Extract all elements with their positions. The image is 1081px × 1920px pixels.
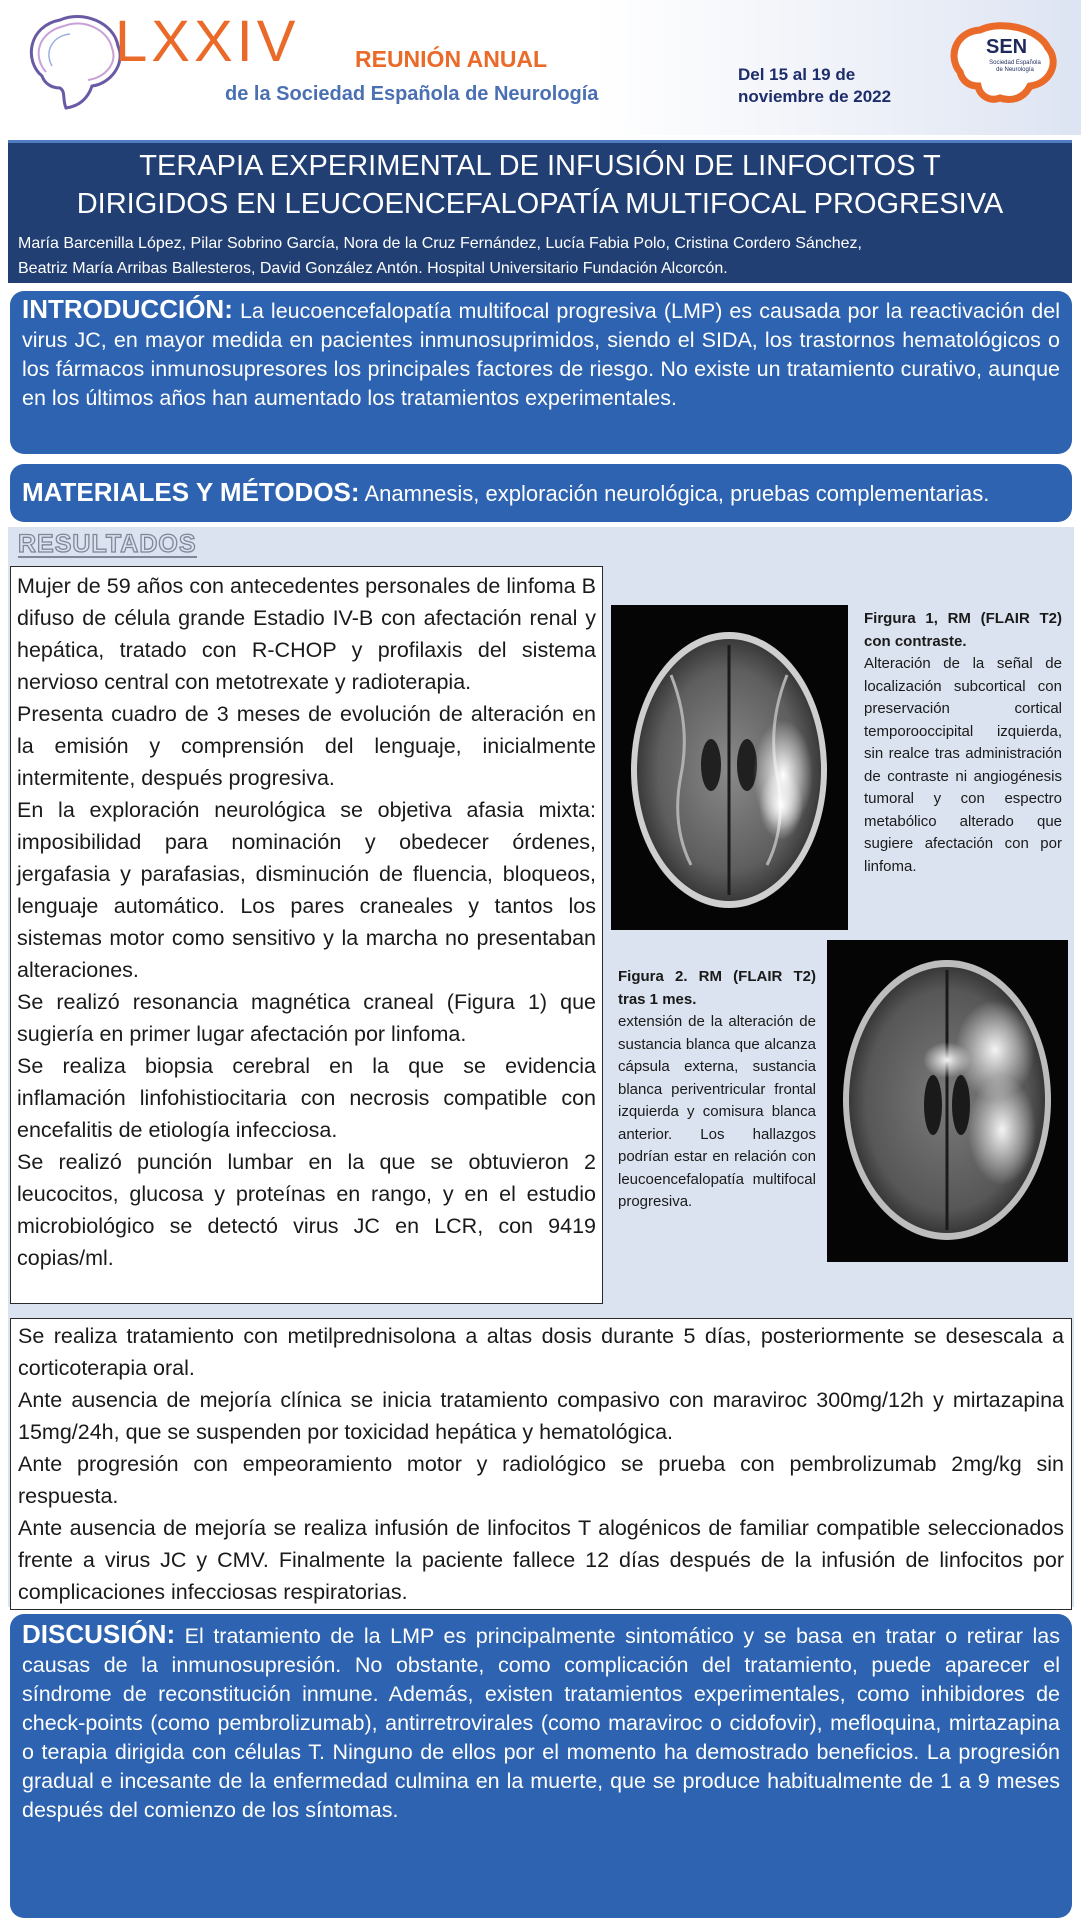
mri-figure-2 [827,940,1068,1262]
title-line-1: TERAPIA EXPERIMENTAL DE INFUSIÓN DE LINFOCITOS T [139,150,941,182]
case-description-box [10,566,603,1304]
treatment-paragraph: Ante ausencia de mejoría clínica se inicia tratamiento compasivo con maraviroc 300mg/12h y mirtazapina 15mg/24h, que se suspenden por toxicidad hepática y hematológica. [18,1388,1064,1444]
authors-line-2: Beatriz María Arribas Ballesteros, David González Antón. Hospital Universitario Fundación Alcorcón. [18,260,728,277]
introduction-paragraph [22,295,1060,413]
treatment-paragraph: Se realiza tratamiento con metilprednisolona a altas dosis durante 5 días, posteriormente se desescala a corticoterapia oral. [18,1324,1064,1380]
authors [18,231,1058,281]
discussion-text: El tratamiento de la LMP es principalmente sintomático y se basa en tratar o retirar las causas de la inmunosupresión. No obstante, como complicación del tratamiento, puede aparecer el síndrome de reconstitución inmune. Además, existen tratamientos experimentales, como inhibidores de check-points (como pembrolizumab), antirretrovirales (como maraviroc o cidofovir), mefloquina, mirtazapina o terapia dirigida con células T. Ninguno de ellos por el momento ha demostrado beneficios. La progresión gradual e incesante de la enfermedad culmina en la muerte, que se produce habitualmente de 1 a 9 meses después del comienzo de los síntomas. [22,1624,1060,1822]
sen-logo-subtitle: Sociedad Española de Neurología [989,60,1041,73]
figure-2-title: Figura 2. RM (FLAIR T2) tras 1 mes. [618,968,816,1008]
authors-line-1: María Barcenilla López, Pilar Sobrino García, Nora de la Cruz Fernández, Lucía Fabia Polo, Cristina Cordero Sánchez, [18,235,862,252]
dates-line-2: noviembre de 2022 [738,87,892,106]
mri-figure-1 [611,605,848,930]
treatment-paragraph: Ante ausencia de mejoría se realiza infusión de linfocitos T alogénicos de familiar compatible seleccionados frente a virus JC y CMV. Finalmente la paciente fallece 12 días después de la infusión de linfocitos por complicaciones infecciosas respiratorias. [18,1516,1064,1604]
methods-paragraph [22,473,1060,513]
congress-header [0,0,1081,135]
poster-title [8,147,1072,223]
congress-dates [738,64,891,108]
introduction-text: La leucoencefalopatía multifocal progresiva (LMP) es causada por la reactivación del virus JC, en mayor medida en pacientes inmunosuprimidos, siendo el SIDA, los trastornos hematológicos o los fármacos inmunosupresores los principales factores de riesgo. No existe un tratamiento curativo, aunque en los últimos años han aumentado los tratamientos experimentales. [22,299,1060,410]
figure-1-text: Alteración de la señal de localización subcortical con preservación cortical temporooccipital izquierda, sin realce tras administración de contraste ni angiogénesis tumoral y con espectro metabólico alterado que sugiere afectación con por linfoma. [864,655,1062,875]
methods-section [10,464,1072,522]
methods-text: Anamnesis, exploración neurológica, pruebas complementarias. [364,481,990,506]
discussion-heading: DISCUSIÓN: [22,1619,176,1649]
figure-2-text: extensión de la alteración de sustancia blanca que alcanza cápsula externa, sustancia blanca periventricular frontal izquierda y comisura blanca anterior. Los hallazgos podrían estar en relación con leucoencefalopatía multifocal progresiva. [618,1013,816,1210]
methods-heading: MATERIALES Y MÉTODOS: [22,477,360,507]
discussion-section [10,1614,1072,1918]
title-line-2: DIRIGIDOS EN LEUCOENCEFALOPATÍA MULTIFOCAL PROGRESIVA [76,188,1004,220]
case-paragraph: Se realiza biopsia cerebral en la que se evidencia inflamación linfohistiocitaria con necrosis compatible con encefalitis de etiología infecciosa. [17,1054,596,1142]
case-paragraph: En la exploración neurológica se objetiva afasia mixta: imposibilidad para nominación y obedecer órdenes, jergafasia y parafasias, disminución de fluencia, bloqueos, lenguaje automático. Los pares craneales y tantos los sistemas motor como sensitivo y la marcha no presentaban alteraciones. [17,798,596,982]
introduction-heading: INTRODUCCIÓN: [22,294,233,324]
case-paragraph: Presenta cuadro de 3 meses de evolución de alteración en la emisión y comprensión del lenguaje, inicialmente intermitente, después progresiva. [17,702,596,790]
treatment-box [10,1318,1072,1610]
introduction-section [10,291,1072,454]
figure-1-caption [864,608,1062,878]
case-paragraph: Se realizó resonancia magnética craneal (Figura 1) que sugiería en primer lugar afectación por linfoma. [17,990,596,1046]
dates-line-1: Del 15 al 19 de [738,65,856,84]
case-paragraph: Mujer de 59 años con antecedentes personales de linfoma B difuso de célula grande Estadio IV-B con afectación renal y hepática, tratado con R-CHOP y profilaxis del sistema nervioso central con metotrexate y radioterapia. [17,574,596,694]
figure-1-title: Firgura 1, RM (FLAIR T2) con contraste. [864,610,1062,650]
society-name: de la Sociedad Española de Neurología [225,83,599,105]
annual-meeting-label: REUNIÓN ANUAL [355,46,548,72]
figure-2-caption [618,966,816,1214]
mri-axial-image-1 [611,605,848,930]
mri-axial-image-2 [827,940,1068,1262]
sen-logo-text: SEN [986,36,1028,58]
results-heading: RESULTADOS [18,530,197,558]
congress-edition: LXXIV [115,9,300,74]
poster-title-block [8,140,1072,283]
discussion-paragraph [22,1620,1060,1825]
case-paragraph: Se realizó punción lumbar en la que se obtuvieron 2 leucocitos, glucosa y proteínas en rango, y en el estudio microbiológico se detectó virus JC en LCR, con 9419 copias/ml. [17,1150,596,1270]
treatment-paragraph: Ante progresión con empeoramiento motor y radiológico se prueba con pembrolizumab 2mg/kg sin respuesta. [18,1452,1064,1508]
